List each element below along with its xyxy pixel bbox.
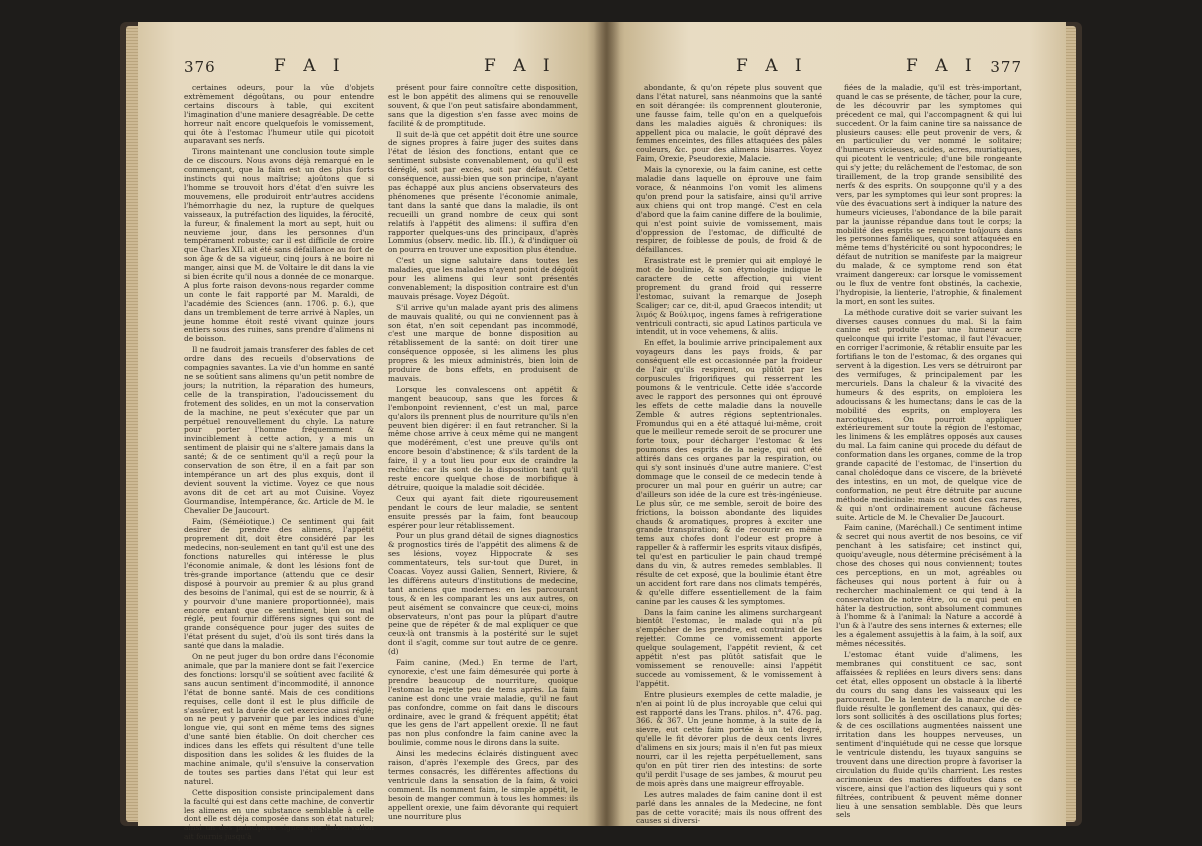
paragraph: Il ne faudroit jamais transferer des fables de cet ordre dans des recueils d'observations de compagnies savantes. La vie d'un homme en santé ne se soûtient sans alimens qu'un petit nombre de jours; la nutrition, la réparation des humeurs, celle de la transpiration, l'adoucissement du frotement des solides, en un mot la conservation de la machine, ne peut s'exécuter que par un perpétuel renouvellement du chyle. La nature pour porter l'homme fréquemment & invinciblement à cette action, y a mis un sentiment de plaisir qui ne s'altere jamais dans la santé; & de ce sentiment qu'il a reçû pour la conservation de son être, il en a fait par son intempérance un art des plus exquis, dont il devient souvent la victime. Voyez ce que nous avons dit de cet art au mot Cuisine. Voyez Gourmandise, Intempérance, &c. Article de M. le Chevalier De Jaucourt. <box>184 345 374 515</box>
paragraph: Tirons maintenant une conclusion toute simple de ce discours. Nous avons déjà remarqué en le commençant, que la faim est un des plus forts instincts qui nous maîtrise; ajoûtons que si l'homme se trouvoit hors d'état d'en suivre les mouvemens, elle produiroit entr'autres accidens l'hémorrhagie du nez, la rupture de quelques vaisseaux, la putréfaction des liquides, la férocité, la fureur, & finalement la mort au sept, huit ou neuvieme jour, dans les personnes d'un tempérament robuste; car il est difficile de croire que Charles XII. ait été sans défaillance au fort de son âge & de sa vigueur, cinq jours à ne boire ni manger, ainsi que M. de Voltaire le dit dans la vie si bien écrite qu'il nous a donnée de ce monarque. A plus forte raison devons-nous regarder comme un conte le fait rapporté par M. Maraldi, de l'académie des Sciences (ann. 1706. p. 6.), que dans un tremblement de terre arrivé à Naples, un jeune homme étoit resté vivant quinze jours entiers sous des ruines, sans prendre d'alimens ni de boisson. <box>184 147 374 344</box>
right-column-2 <box>836 83 1022 820</box>
paragraph: Il suit de-là que cet appétit doit être une source de signes propres à faire juger des suites dans l'état de lésion des fonctions, entant que ce sentiment subsiste convenablement, ou qu'il est déréglé, soit par excès, soit par défaut. Cette conséquence, aussi-bien que son principe, n'ayant pas échappé aux plus anciens observateurs des phénomenes que présente l'économie animale, tant dans la santé que dans la maladie, ils ont recueilli un grand nombre de ceux qui sont relatifs à l'appétit des alimens: il suffira d'en rapporter quelques-uns des principaux, d'après Lommius (observ. medic. lib. III.), & d'indiquer où on pourra en trouver une exposition plus étendue. <box>388 129 578 255</box>
left-page-number: 376 <box>184 58 216 76</box>
paragraph: abondante, & qu'on répete plus souvent que dans l'état naturel, sans néanmoins que la santé en soit dérangée: ils comprennent glouteronie, une fausse faim, telle qu'on en a quelquefois dans les maladies aiguës & chroniques: ils appellent pica ou malacie, le goût dépravé des femmes enceintes, des filles attaquées des pâles couleurs, &c. pour des alimens bisarres. Voyez Faim, Orexie, Pseudorexie, Malacie. <box>636 83 822 164</box>
left-page-header <box>184 56 578 84</box>
left-page <box>138 22 606 842</box>
paragraph: L'estomac étant vuide d'alimens, les membranes qui constituent ce sac, sont affaissées & repliées en leurs divers sens: dans cet état, elles opposent un obstacle à la liberté du cours du sang dans les vaisseaux qui les parcourent. De la lenteur de la marche de ce fluide résulte le gonflement des canaux, qui dès-lors sont sollicités à des oscillations plus fortes; & de ces oscillations augmentées naissent une irritation dans les houppes nerveuses, un sentiment d'inquiétude qui ne cesse que lorsque le ventricule distendu, les tuyaux sanguins se trouvent dans une direction propre à favoriser la circulation du fluide qu'ils charrient. Les restes acrimonieux des matieres diffoutes dans ce viscere, ainsi que l'action des liqueurs qui y sont filtrées, contribuent & peuvent même donner lieu à une sensation semblable. Dès que leurs sels <box>836 650 1022 820</box>
paragraph: Faim canine, (Maréchall.) Ce sentiment intime & secret qui nous avertit de nos besoins, ce vif penchant à les satisfaire; cet instinct qui, quoiqu'aveugle, nous détermine précisément à la chose des choses qui nous conviennent; toutes ces perceptions, en un mot, agréables ou fâcheuses qui nous portent à fuir ou à rechercher machinalement ce qui tend à la conservation de notre être, ou ce qui peut en hâter la destruction, sont absolument communes à l'homme & à l'animal: la Nature a accordé à l'un & à l'autre des sens internes & externes; elle les a également assujettis à la faim, à la soif, aux mêmes nécessités. <box>836 523 1022 649</box>
paragraph: En effet, la boulimie arrive principalement aux voyageurs dans les pays froids, & par conséquent elle est occasionnée par la froideur de l'air qu'ils respirent, ou plûtôt par les corpuscules frigorifiques qui resserrent les poumons & le ventricule. Cette idée s'accorde avec le rapport des personnes qui ont éprouvé les effets de cette maladie dans la nouvelle Zemble & autres régions septentrionales. Fromundus qui en a été attaqué lui-même, croit que le meilleur remede seroit de se procurer une forte toux, pour décharger l'estomac & les poumons des esprits de la neige, qui ont été attirés dans ces organes par la respiration, ou qui s'y sont insinués d'une autre maniere. C'est dommage que le conseil de ce medecin tende à procurer un mal pour en guérir un autre; car d'ailleurs son idée de la cure est très-ingénieuse. Le plus sûr, ce me semble, seroit de boire des frictions, la boisson abondante des liquides chauds & aromatiques, propres à exciter une grande transpiration; & de recourir en même tems aux chofes dont l'odeur est propre à rappeller & à raffermir les esprits vitaux disfipés, tel qu'est en particulier le pain chaud trempé dans du vin, & autres remedes semblables. Il résulte de cet exposé, que la boulimie étant être un accident fort rare dans nos climats tempérés, & qu'elle differe essentiellement de la faim canine par les causes & les symptomes. <box>636 338 822 606</box>
paragraph: Faim canine, (Med.) En terme de l'art, cynorexie, c'est une faim démesurée qui porte à prendre beaucoup de nourriture, quoique l'estomac la rejette peu de tems après. La faim canine est donc une vraie maladie, qu'il ne faut pas confondre, comme on fait dans le discours ordinaire, avec le grand & fréquent appétit; état que les gens de l'art appellent orexie. Il ne faut pas non plus confondre la faim canine avec la boulimie, comme nous le dirons dans la suite. <box>388 658 578 748</box>
left-running-head-2: F A I <box>484 56 556 76</box>
paragraph: Lorsque les convalescens ont appétit & mangent beaucoup, sans que les forces & l'embonpoint reviennent, c'est un mal, parce qu'alors ils prennent plus de nourriture qu'ils n'en peuvent bien digérer: il en faut retrancher. Si la même chose arrive à ceux même qui ne mangent que modérément, c'est une preuve qu'ils ont encore besoin d'abstinence; & s'ils tardent de la faire, il y a tout lieu pour eux de craindre la rechûte: car ils sont de la disposition tant qu'il reste encore quelque chose de morbifique à détruire, quoique la maladie soit décidée. <box>388 384 578 492</box>
left-running-head-1: F A I <box>274 56 346 76</box>
paragraph: Dans la faim canine les alimens surchargeant bientôt l'estomac, le malade qui n'a pû s'empêcher de les prendre, est contraint de les rejetter. Comme ce vomissement apporte quelque soulagement, l'appétit revient, & cet appétit n'est pas plûtôt satisfait que le vomissement se renouvelle: ainsi l'appétit succede au vomissement, & le vomissement à l'appétit. <box>636 607 822 688</box>
paragraph: Entre plusieurs exemples de cette maladie, je n'en ai point lû de plus incroyable que celui qui est rapporté dans les Trans. philos. n°. 476. pag. 366. & 367. Un jeune homme, à la suite de la sievre, eut cette faim portée à un tel degré, qu'elle le fit dévorer plus de deux cents livres d'alimens en six jours; mais il n'en fut pas mieux nourri, car il les rejetta perpétuellement, sans qu'on en pût tirer rien des intestins: de sorte qu'il perdit l'usage de ses jambes, & mourut peu de mois après dans une maigreur effroyable. <box>636 689 822 788</box>
book-spine <box>594 22 620 826</box>
paragraph: certaines odeurs, pour la vûe d'objets extrèmement dégoûtans, ou pour entendre certains discours à table, qui excitent l'imagination d'une maniere desagréable. De cette horreur naît encore quelquefois le vomissement, qui ôte à l'estomac l'humeur utile qui picotoit auparavant ses nerfs. <box>184 83 374 146</box>
left-column-2 <box>388 83 578 821</box>
paragraph: Mais la cynorexie, ou la faim canine, est cette maladie dans laquelle on éprouve une faim vorace, & néanmoins l'on vomit les alimens qu'on prend pour la satisfaire, ainsi qu'il arrive aux chiens qui ont trop mangé. C'est en cela d'abord que la faim canine differe de la boulimie, qui n'est point suivie de vomissement, mais d'oppression de l'estomac, de difficulté de respirer, de foiblesse de pouls, de froid & de défaillances. <box>636 165 822 255</box>
right-page <box>606 22 1066 826</box>
paragraph: Erasistrate est le premier qui ait employé le mot de boulimie, & son étymologie indique le caractere de cette affection, qui vient proprement du grand froid qui resserre l'estomac, suivant la remarque de Joseph Scaliger; car ce, dit-il, apud Graecos intendit; ut λιμός & Βούλιμος, ingens fames à refrigeratione ventriculi contracti, sic apud Latinos particula ve intendit, ut in voce vehemens, & aliis. <box>636 256 822 337</box>
right-column-1 <box>636 83 822 826</box>
page-edges-right <box>1066 26 1076 822</box>
right-running-head-1: F A I <box>736 56 808 76</box>
page-edges-left <box>126 26 138 822</box>
paragraph: S'il arrive qu'un malade ayant pris des alimens de mauvais qualité, ou qui ne conviennent pas à son état, n'en soit cependant pas incommodé, c'est une marque de bonne disposition au rétablissement de la santé: on doit tirer une conséquence opposée, si les alimens les plus propres & les mieux administrés, bien loin de produire de bons effets, en produisent de mauvais. <box>388 302 578 383</box>
paragraph: On ne peut juger du bon ordre dans l'économie animale, que par la maniere dont se fait l'exercice des fonctions: lorsqu'il se soûtient avec facilité & sans aucun sentiment d'incommodité, il annonce l'état de bonne santé. Mais de ces conditions requises, celle dont il est le plus difficile de s'assûrer, est la durée de cet exercice ainsi réglé; on ne peut y parvenir que par les indices d'une longue vie, qui sont en même tems des signes d'une santé bien établie. On doit chercher ces indices dans les effets qui résultent d'une telle disposition dans les solides & les fluides de la machine animale, qu'il s'ensuive la conservation de toutes ses parties dans l'état qui leur est naturel. <box>184 652 374 786</box>
left-column-1 <box>184 83 374 842</box>
paragraph: fiées de la maladie, qu'il est très-important, quand le cas se présente, de tâcher, pour la cure, de les découvrir par les symptomes qui précedent ce mal, qui l'accompagnent & qui lui succedent. Or la faim canine tire sa naissance de plusieurs causes: elle peut provenir de vers, & en particulier du ver nommé le solitaire; d'humeurs vicieuses, acides, acres, muriatiques, qui picotent le ventricule; d'une bile rongeante qui s'y jette; du relâchement de l'estomac, de son tiraillement, de la trop grande sensibilité des nerfs & des esprits. On soupçonne qu'il y a des vers, par les symptomes qui leur sont propres: la vûe des évacuations sert à indiquer la nature des humeurs vicieuses, l'abondance de la bile parait par la jaunisse répandue dans tout le corps; la mobilité des esprits se rencontre toûjours dans les personnes faméliques, qui sont attaquées en même tems d'hystéricité ou sont hypocondres; le défaut de nutrition se manifeste par la maigreur du malade, & ce symptome rend son état vraiment dangereux: car lorsque le vomissement ou le flux de ventre font obstinés, la cachexie, l'hydropisie, la lienterie, l'atrophie, & finalement la mort, en sont les suites. <box>836 83 1022 306</box>
paragraph: Pour un plus grand détail de signes diagnostics & prognostics tirés de l'appétit des alimens & de ses lésions, voyez Hippocrate & ses commentateurs, tels sur-tout que Duret, in Coacas. Voyez aussi Galien, Sennert, Riviere, & les différens auteurs d'institutions de medecine, tant anciens que modernes: en les parcourant tous, & en les comparant les uns aux autres, on peut aisément se convaincre que ceux-ci, moins observateurs, n'ont pas pour la plûpart d'autre peine que de répéter & de mal expliquer ce que ceux-là ont transmis à la postérité sur le sujet dont il s'agit, comme sur tout autre de ce genre. (d) <box>388 531 578 657</box>
right-page-columns <box>636 83 1022 826</box>
paragraph: Ainsi les medecins éclairés distinguent avec raison, d'après l'exemple des Grecs, par des termes consacrés, les différentes affections du ventricule dans la sensation de la faim, & voici comment. Ils nomment faim, le simple appétit, le besoin de manger commun à tous les hommes: ils appellent orexie, une faim dévorante qui requiert une nourriture plus <box>388 749 578 821</box>
paragraph: Faim, (Séméiotique.) Ce sentiment qui fait desirer de prendre des alimens, l'appétit proprement dit, doit être considéré par les medecins, non-seulement en tant qu'il est une des fonctions naturelles qui intéresse le plus l'économie animale, & dont les lésions font de très-grande importance (attendu que ce desir disposé à pourvoir au premier & au plus grand des besoins de l'animal, qui est de se nourrir, & à y pourvoir d'une maniere proportionnée), mais encore entant que ce sentiment, bien ou mal réglé, peut fournir différens signes qui sont de grande conséquence pour juger des suites de l'état présent du sujet, d'où ils sont tirés dans la santé que dans la maladie. <box>184 516 374 651</box>
right-page-number: 377 <box>990 58 1022 76</box>
paragraph: C'est un signe salutaire dans toutes les maladies, que les malades n'ayent point de dégoût pour les alimens qui leur sont présentés convenablement; la disposition contraire est d'un mauvais présage. Voyez Dégoût. <box>388 256 578 301</box>
right-page-header <box>636 56 1022 84</box>
paragraph: Cette disposition consiste principalement dans la faculté qui est dans cette machine, de convertir les alimens en une substance semblable à celle dont elle est déja composée dans son état naturel; ainsi un des principaux signes que l'observation ait fournis jusqu'à <box>184 787 374 842</box>
paragraph: Ceux qui ayant fait diete rigoureusement pendant le cours de leur maladie, se sentent ensuite pressés par la faim, font beaucoup espérer pour leur rétablissement. <box>388 493 578 530</box>
paragraph: présent pour faire connoître cette disposition, est le bon appétit des alimens qui se renouvelle souvent, & que l'on peut satisfaire abondamment, sans que la digestion s'en fasse avec moins de facilité & de promptitude. <box>388 83 578 128</box>
paragraph: Les autres malades de faim canine dont il est parlé dans les annales de la Medecine, ne font pas de cette voracité; mais ils nous offrent des causes si diversi- <box>636 789 822 826</box>
left-page-columns <box>184 83 578 842</box>
right-running-head-2: F A I <box>906 56 978 76</box>
book <box>120 22 1082 842</box>
paragraph: La méthode curative doit se varier suivant les diverses causes connues du mal. Si la faim canine est produite par une humeur acre quelconque qui irrite l'estomac, il faut l'évacuer, en corriger l'acrimonie, & rétablir ensuite par les fortifians le ton de l'estomac, & des organes qui servent à la digestion. Les vers se détruiront par des vermifuges, & principalement par les mercuriels. Dans la chaleur & la vivacité des humeurs & des esprits, on emploiera les adoucissans & les humectans; dans le cas de la mobilité des esprits, on employera les narcotiques. On pourroit appliquer extérieurement sur toute la région de l'estomac, les linimens & les emplâtres opposés aux causes du mal. La faim canine qui procede du défaut de conformation dans les organes, comme de la trop grande capacité de l'estomac, de l'insertion du canal cholédoque dans ce viscere, de la brièveté des intestins, en un mot, de quelque vice de conformation, ne peut être détruite par aucune méthode medicinale: mais ce sont des cas rares, & qui n'ont ordinairement aucune fâcheuse suite. Article de M. le Chevalier De Jaucourt. <box>836 307 1022 522</box>
